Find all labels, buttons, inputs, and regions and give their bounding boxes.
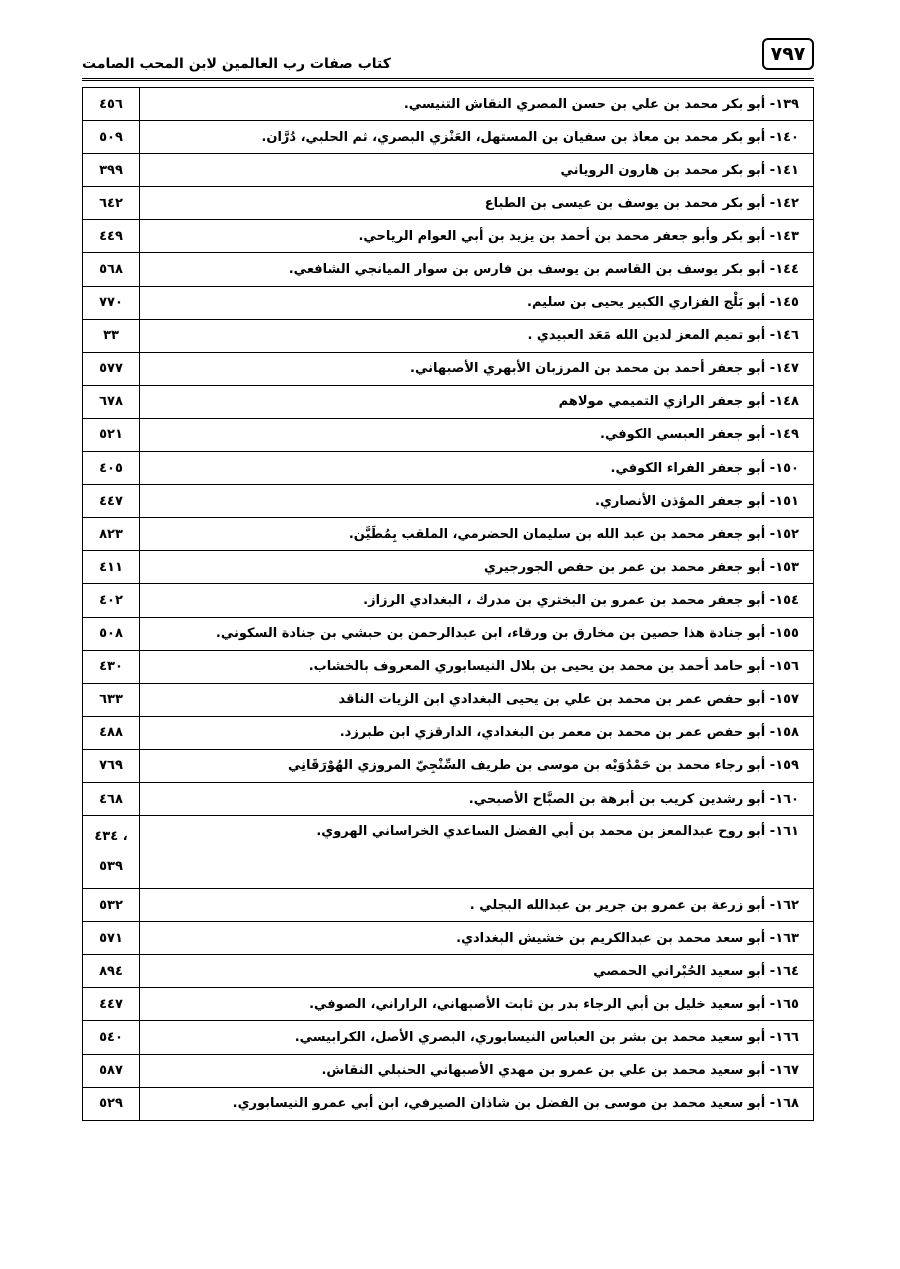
entry-name: ١٦٢- أبو زرعة بن عمرو بن جرير بن عبدالله البجلي . <box>140 889 814 922</box>
entry-name: ١٦٦- أبو سعيد محمد بن بشر بن العباس النيسابوري، البصري الأصل، الكرابيسي. <box>140 1021 814 1054</box>
page-reference: ٦٤٢ <box>83 187 140 220</box>
page-reference: ٧٧٠ <box>83 286 140 319</box>
entry-name: ١٥٠- أبو جعفر الفراء الكوفي. <box>140 452 814 485</box>
table-row <box>83 584 814 617</box>
entry-name: ١٤٧- أبو جعفر أحمد بن محمد بن المرزبان الأبهري الأصبهاني. <box>140 352 814 385</box>
entry-name: ١٥٤- أبو جعفر محمد بن عمرو بن البختري بن مدرك ، البغدادي الرزاز. <box>140 584 814 617</box>
entry-name: ١٦٧- أبو سعيد محمد بن علي بن عمرو بن مهدي الأصبهاني الحنبلي النقاش. <box>140 1054 814 1087</box>
page-reference-line: ٥٣٩ <box>99 859 123 875</box>
entry-name: ١٤٠- أبو بكر محمد بن معاذ بن سفيان بن المستهل، العَنْزي البصري، ثم الحلبي، دُرَّان. <box>140 121 814 154</box>
page-reference: ٤٤٧ <box>83 485 140 518</box>
table-row <box>83 154 814 187</box>
page-reference: ٥٢٩ <box>83 1087 140 1120</box>
page-header <box>82 38 814 78</box>
page-number-box: ٧٩٧ <box>762 38 814 70</box>
entry-name: ١٦٨- أبو سعيد محمد بن موسى بن الفضل بن شاذان الصيرفي، ابن أبي عمرو النيسابوري. <box>140 1087 814 1120</box>
entry-name: ١٥١- أبو جعفر المؤذن الأنصاري. <box>140 485 814 518</box>
page-reference: ٥٢١ <box>83 418 140 451</box>
table-row <box>83 385 814 418</box>
entry-name: ١٤٣- أبو بكر وأبو جعفر محمد بن أحمد بن يزيد بن أبي العوام الرياحي. <box>140 220 814 253</box>
page-reference: ٥٦٨ <box>83 253 140 286</box>
table-row <box>83 749 814 782</box>
table-row <box>83 683 814 716</box>
page-reference: ٤٦٨ <box>83 782 140 815</box>
page-reference: ٤٠٥ <box>83 452 140 485</box>
table-row <box>83 518 814 551</box>
page-reference: ٧٦٩ <box>83 749 140 782</box>
entry-name: ١٤٤- أبو بكر يوسف بن القاسم بن يوسف بن فارس بن سوار الميانجي الشافعي. <box>140 253 814 286</box>
entry-name: ١٣٩- أبو بكر محمد بن علي بن حسن المصري النقاش التنيسي. <box>140 88 814 121</box>
page-reference: ٤٣٠ <box>83 650 140 683</box>
table-row <box>83 220 814 253</box>
entry-name: ١٥٢- أبو جعفر محمد بن عبد الله بن سليمان الحضرمي، الملقب بِمُطَيَّن. <box>140 518 814 551</box>
table-row <box>83 617 814 650</box>
table-row <box>83 716 814 749</box>
page-reference: ٨٢٣ <box>83 518 140 551</box>
book-title: كتاب صفات رب العالمين لابن المحب الصامت <box>82 56 391 72</box>
page-reference: ٥٠٨ <box>83 617 140 650</box>
table-row <box>83 121 814 154</box>
entry-name: ١٥٩- أبو رجاء محمد بن حَمْدُوَيْه بن موسى بن طريف السِّنْجِيّ المروزي الهُوْرَقَانِي <box>140 749 814 782</box>
page-reference: ٥٠٩ <box>83 121 140 154</box>
page-reference: ٤٠٢ <box>83 584 140 617</box>
entry-name: ١٤٢- أبو بكر محمد بن يوسف بن عيسى بن الطباع <box>140 187 814 220</box>
table-row <box>83 955 814 988</box>
page-reference: ٣٩٩ <box>83 154 140 187</box>
table-row <box>83 988 814 1021</box>
page-reference: ٥٧١ <box>83 922 140 955</box>
page-reference: ٨٩٤ <box>83 955 140 988</box>
page-reference: ٦٧٨ <box>83 385 140 418</box>
table-row <box>83 889 814 922</box>
page-reference: ٥٣٢ <box>83 889 140 922</box>
page-reference: ٤٤٩ <box>83 220 140 253</box>
index-table <box>82 87 814 1121</box>
entry-name: ١٥٦- أبو حامد أحمد بن محمد بن يحيى بن بلال النيسابوري المعروف بالخشاب. <box>140 650 814 683</box>
page-reference: ٤٨٨ <box>83 716 140 749</box>
entry-name: ١٤٨- أبو جعفر الرازي التميمي مولاهم <box>140 385 814 418</box>
entry-name: ١٤١- أبو بكر محمد بن هارون الروياني <box>140 154 814 187</box>
page-reference-line: ٤٣٤ ، <box>94 829 128 845</box>
page-reference <box>83 816 140 889</box>
page-reference: ٤١١ <box>83 551 140 584</box>
page-reference: ٦٣٣ <box>83 683 140 716</box>
table-row <box>83 319 814 352</box>
table-row <box>83 88 814 121</box>
table-row <box>83 551 814 584</box>
entry-name: ١٤٦- أبو تميم المعز لدين الله مَعَد العبيدي . <box>140 319 814 352</box>
page-reference: ٤٥٦ <box>83 88 140 121</box>
table-row <box>83 782 814 815</box>
table-row <box>83 485 814 518</box>
entry-name: ١٦٤- أبو سعيد الحُبْراني الحمصي <box>140 955 814 988</box>
entry-name: ١٥٨- أبو حفص عمر بن محمد بن معمر بن البغدادي، الدارقزي ابن طبرزد. <box>140 716 814 749</box>
entry-name: ١٤٥- أبو بَلْج الفزاري الكبير يحيى بن سليم. <box>140 286 814 319</box>
header-rule <box>82 78 814 81</box>
page-reference: ٣٣ <box>83 319 140 352</box>
table-row <box>83 1021 814 1054</box>
page-reference: ٥٨٧ <box>83 1054 140 1087</box>
table-row <box>83 922 814 955</box>
entry-name: ١٦٥- أبو سعيد خليل بن أبي الرجاء بدر بن ثابت الأصبهاني، الراراني، الصوفي. <box>140 988 814 1021</box>
entry-name: ١٤٩- أبو جعفر العبسي الكوفي. <box>140 418 814 451</box>
entry-name: ١٥٥- أبو جنادة هذا حصين بن مخارق بن ورقاء، ابن عبدالرحمن بن حبشي بن جنادة السكوني. <box>140 617 814 650</box>
entry-name: ١٥٣- أبو جعفر محمد بن عمر بن حفص الجورجيري <box>140 551 814 584</box>
table-row <box>83 352 814 385</box>
table-row <box>83 1087 814 1120</box>
entry-name: ١٦٠- أبو رشدين كريب بن أبرهة بن الصبَّاح الأصبحي. <box>140 782 814 815</box>
page-reference: ٤٤٧ <box>83 988 140 1021</box>
table-row <box>83 816 814 889</box>
table-row <box>83 650 814 683</box>
page-reference: ٥٧٧ <box>83 352 140 385</box>
table-row <box>83 187 814 220</box>
table-row <box>83 418 814 451</box>
entry-name: ١٦٣- أبو سعد محمد بن عبدالكريم بن خشيش البغدادي. <box>140 922 814 955</box>
entry-name: ١٥٧- أبو حفص عمر بن محمد بن علي بن يحيى البغدادي ابن الزيات الناقد <box>140 683 814 716</box>
entry-name: ١٦١- أبو روح عبدالمعز بن محمد بن أبي الفضل الساعدي الخراساني الهروي. <box>140 816 814 889</box>
table-row <box>83 452 814 485</box>
page-reference: ٥٤٠ <box>83 1021 140 1054</box>
table-row <box>83 1054 814 1087</box>
table-row <box>83 286 814 319</box>
table-row <box>83 253 814 286</box>
